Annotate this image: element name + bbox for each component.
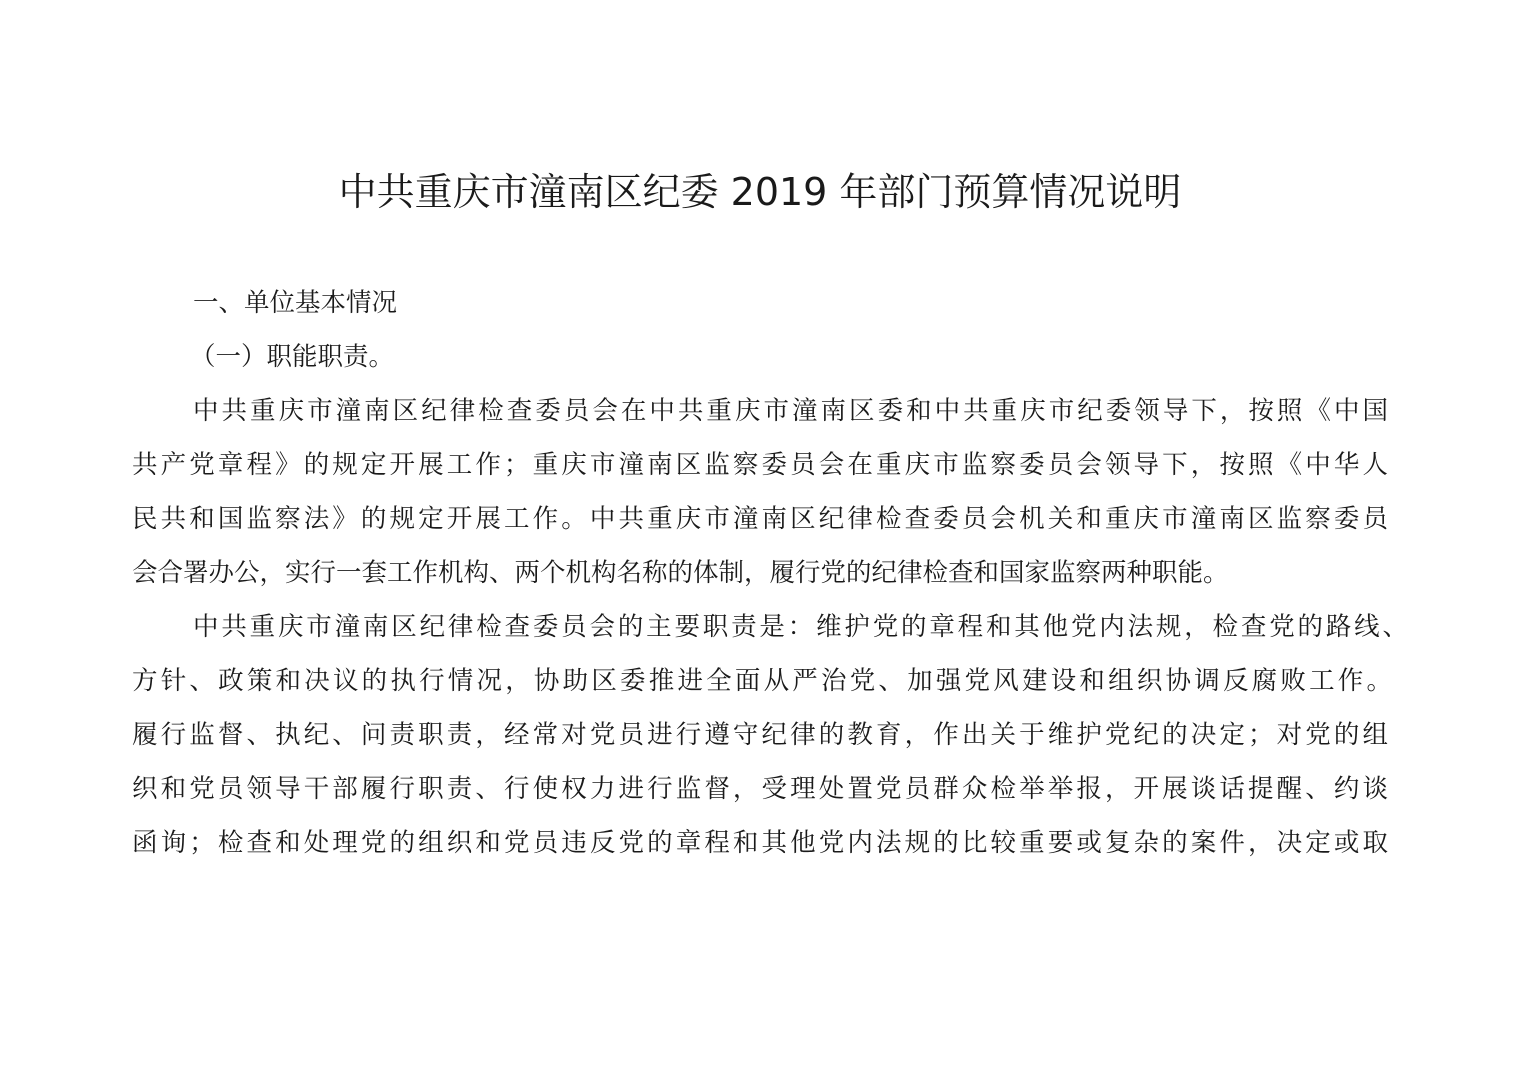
subsection-heading: （一）职能职责。 — [190, 342, 395, 372]
paragraph-line: 函询；检查和处理党的组织和党员违反党的章程和其他党内法规的比较重要或复杂的案件，决定或取 — [132, 828, 1388, 858]
paragraph-line: 共产党章程》的规定开展工作；重庆市潼南区监察委员会在重庆市监察委员会领导下，按照《中华人 — [132, 450, 1388, 480]
paragraph-line: 民共和国监察法》的规定开展工作。中共重庆市潼南区纪律检查委员会机关和重庆市潼南区监察委员 — [132, 504, 1388, 534]
paragraph-line: 履行监督、执纪、问责职责，经常对党员进行遵守纪律的教育，作出关于维护党纪的决定；对党的组 — [132, 720, 1388, 750]
paragraph-line: 方针、政策和决议的执行情况，协助区委推进全面从严治党、加强党风建设和组织协调反腐败工作。 — [132, 666, 1392, 696]
section-heading: 一、单位基本情况 — [193, 288, 398, 318]
document-title: 中共重庆市潼南区纪委 2019 年部门预算情况说明 — [338, 170, 1182, 214]
paragraph-line: 中共重庆市潼南区纪律检查委员会的主要职责是：维护党的章程和其他党内法规，检查党的路线、 — [193, 612, 1408, 642]
paragraph-line: 中共重庆市潼南区纪律检查委员会在中共重庆市潼南区委和中共重庆市纪委领导下，按照《中国 — [193, 396, 1388, 426]
paragraph-line: 织和党员领导干部履行职责、行使权力进行监督，受理处置党员群众检举举报，开展谈话提醒、约谈 — [132, 774, 1388, 804]
paragraph-line: 会合署办公，实行一套工作机构、两个机构名称的体制，履行党的纪律检查和国家监察两种职能。 — [132, 558, 1229, 588]
